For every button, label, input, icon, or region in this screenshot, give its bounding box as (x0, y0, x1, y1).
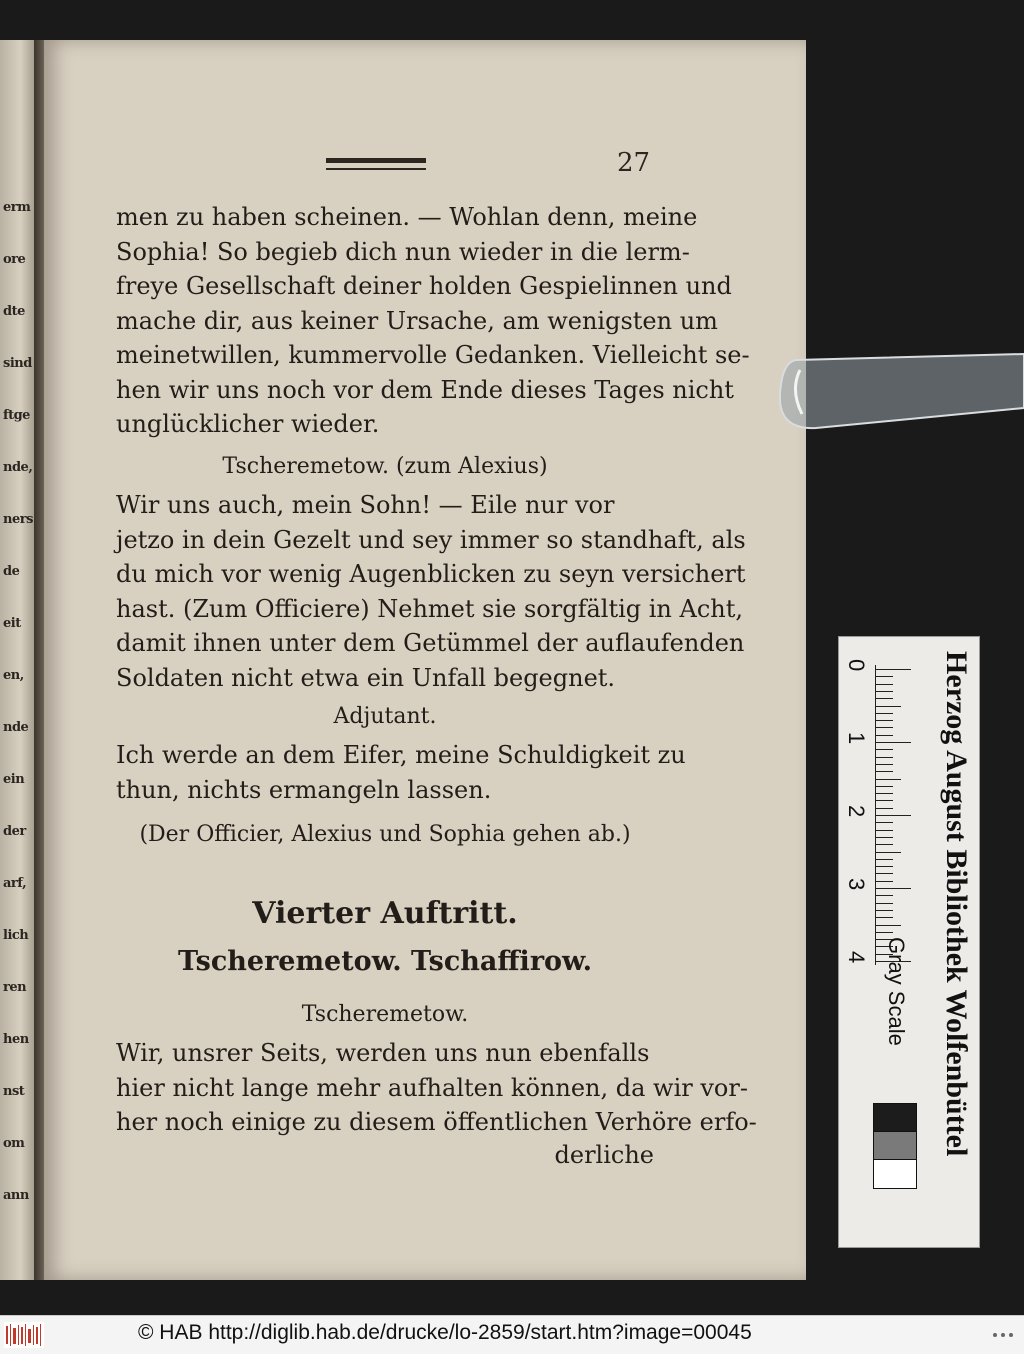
ruler-tick (875, 742, 911, 743)
text-line: du mich vor wenig Augenblicken zu seyn versichert (116, 560, 746, 588)
ruler-tick (875, 706, 901, 707)
text-line: hast. (Zum Officiere) Nehmet sie sorgfältig in Acht, (116, 594, 744, 623)
ruler-tick (875, 837, 893, 838)
book-spine (34, 40, 44, 1280)
ruler-tick (875, 917, 893, 918)
left-page-fragment: ore (3, 252, 26, 267)
ruler-tick (875, 903, 893, 904)
text-line: meinetwillen, kummervolle Gedanken. Vielleicht se- (116, 341, 750, 369)
ruler-tick (875, 932, 893, 933)
speaker-name: Tscheremetow. (301, 1002, 469, 1027)
left-page-fragment: ann (3, 1188, 29, 1203)
ruler-tick (875, 815, 911, 816)
left-page-fragment: nde (3, 720, 29, 735)
copyright-url: © HAB http://diglib.hab.de/drucke/lo-2859/start.htm?image=00045 (138, 1321, 752, 1344)
swatch-black (873, 1103, 917, 1133)
ruler-tick (875, 910, 893, 911)
left-page-fragment: eit (3, 616, 21, 631)
catchword: derliche (554, 1141, 654, 1169)
ruler-tick (875, 749, 893, 750)
text-line: Wir uns auch, mein Sohn! — Eile nur vor (116, 491, 615, 519)
left-page-fragment: arf, (3, 876, 27, 891)
ruler-tick (875, 764, 893, 765)
left-page-fragment: en, (3, 668, 24, 683)
ruler-tick (875, 698, 893, 699)
ruler-tick (875, 669, 911, 670)
ruler-tick (875, 735, 893, 736)
left-page-fragment: nst (3, 1084, 25, 1099)
gray-scale-label: Gray Scale (884, 937, 909, 1046)
card-title: Herzog August Bibliothek Wolfenbüttel (940, 651, 973, 1157)
scale-number-0: 0 (844, 659, 869, 672)
ruler-tick (875, 881, 893, 882)
text-line: hen wir uns noch vor dem Ende dieses Tages nicht (116, 375, 734, 404)
swatch-gray (873, 1131, 917, 1161)
scale-number-2: 2 (844, 805, 869, 818)
ruler-tick (875, 844, 893, 845)
ruler-tick (875, 830, 893, 831)
ruler-tick (875, 873, 893, 874)
ruler-tick (875, 852, 901, 853)
text-line: mache dir, aus keiner Ursache, am wenigsten um (116, 306, 718, 335)
text-line: unglücklicher wieder. (116, 410, 380, 438)
ruler-tick (875, 808, 893, 809)
ruler-tick (875, 866, 893, 867)
text-line: Soldaten nicht etwa ein Unfall begegnet. (116, 663, 616, 692)
left-page-fragment: ners (3, 512, 33, 527)
text-line: Wir, unsrer Seits, werden uns nun ebenfalls (116, 1039, 650, 1067)
scale-number-3: 3 (844, 878, 869, 891)
scene-characters: Tscheremetow. Tschaffirow. (178, 946, 592, 977)
text-line: men zu haben scheinen. — Wohlan denn, meine (116, 203, 698, 231)
left-page-fragment: ren (3, 980, 27, 995)
color-calibration-card (838, 636, 980, 1248)
ruler-tick (875, 925, 901, 926)
left-page-fragment: om (3, 1136, 25, 1151)
ruler-tick (875, 888, 911, 889)
ruler-tick (875, 691, 893, 692)
left-page-edge (0, 40, 34, 1280)
ruler-tick (875, 895, 893, 896)
left-page-fragment: lich (3, 928, 29, 943)
left-page-fragment: erm (3, 200, 31, 215)
ruler-tick (875, 771, 893, 772)
left-page-fragment: ftge (3, 408, 30, 423)
page-number: 27 (617, 148, 651, 178)
text-line: thun, nichts ermangeln lassen. (116, 775, 492, 804)
ruler-tick (875, 720, 893, 721)
text-line: her noch einige zu diesem öffentlichen Verhöre erfo- (116, 1108, 757, 1136)
swatch-white (873, 1159, 917, 1189)
left-page-fragment: ein (3, 772, 25, 787)
dots-icon (992, 1330, 1014, 1340)
ruler-tick (875, 800, 893, 801)
ruler-tick (875, 727, 893, 728)
text-line: freye Gesellschaft deiner holden Gespielinnen und (116, 272, 732, 300)
text-line: Sophia! So begieb dich nun wieder in die lerm- (116, 237, 690, 266)
book-page (44, 40, 806, 1280)
ruler-tick (875, 676, 893, 677)
text-line: damit ihnen unter dem Getümmel der auflaufenden (116, 629, 745, 657)
left-page-fragment: sind (3, 356, 32, 371)
ruler-tick (875, 779, 901, 780)
text-line: jetzo in dein Gezelt und sey immer so standhaft, als (116, 525, 746, 554)
page-marker (776, 350, 1024, 430)
ruler-tick (875, 859, 893, 860)
ruler-tick (875, 713, 893, 714)
scale-number-4: 4 (844, 951, 869, 964)
scale-number-1: 1 (844, 732, 869, 745)
left-page-fragment: nde, (3, 460, 33, 475)
footer-bar (0, 1315, 1024, 1354)
text-line: Ich werde an dem Eifer, meine Schuldigkeit zu (116, 741, 686, 769)
ruler-tick (875, 684, 893, 685)
header-rule (326, 158, 426, 170)
left-page-fragment: der (3, 824, 26, 839)
left-page-fragment: dte (3, 304, 25, 319)
stage-direction: (Der Officier, Alexius und Sophia gehen ab.) (139, 822, 631, 847)
speaker-name: Adjutant. (333, 704, 437, 729)
speaker-name: Tscheremetow. (zum Alexius) (222, 454, 548, 479)
left-page-fragment: de (3, 564, 20, 579)
ruler-tick (875, 757, 893, 758)
ruler-tick (875, 786, 893, 787)
text-line: hier nicht lange mehr aufhalten können, da wir vor- (116, 1073, 748, 1102)
ruler-tick (875, 822, 893, 823)
left-page-fragment: hen (3, 1032, 29, 1047)
ruler-tick (875, 793, 893, 794)
barcode-icon (4, 1322, 44, 1348)
scene-heading: Vierter Auftritt. (252, 896, 518, 931)
